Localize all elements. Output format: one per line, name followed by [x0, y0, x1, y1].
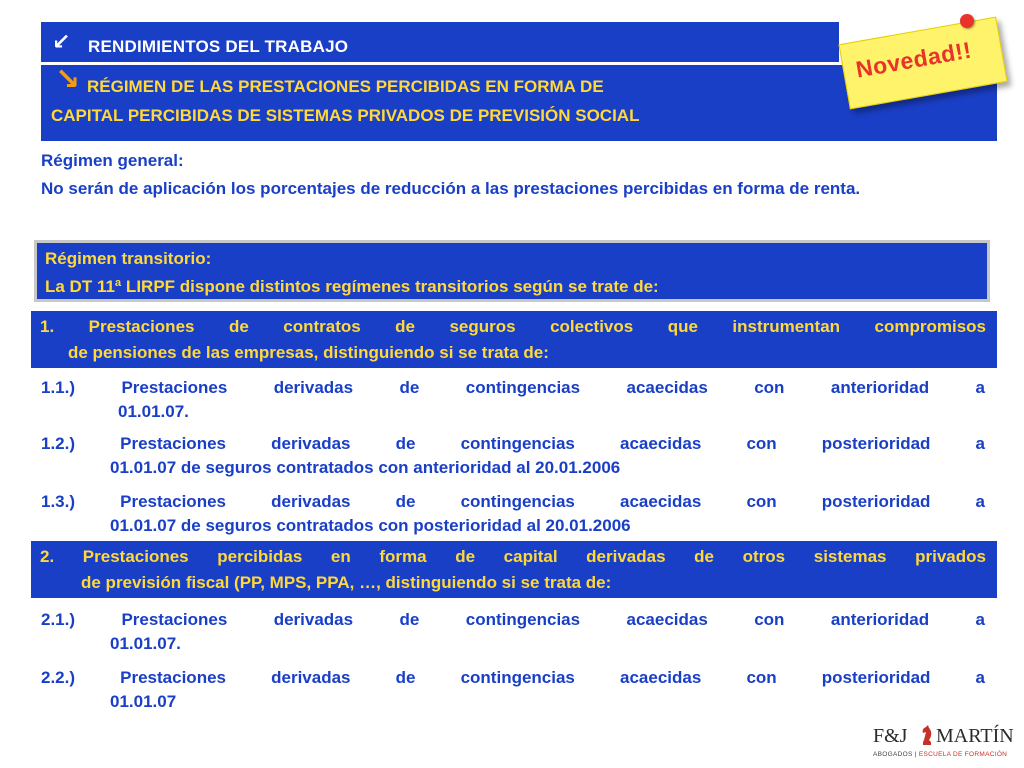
- logo-tag-sep: |: [914, 751, 917, 758]
- title-bar: [41, 22, 839, 62]
- subtitle-line-1: RÉGIMEN DE LAS PRESTACIONES PERCIBIDAS EN FORMA DE: [87, 77, 604, 96]
- item-1-1-line-2: 01.01.07.: [118, 402, 189, 421]
- logo-tagline: [873, 751, 1007, 758]
- item-1-3-line-2: 01.01.07 de seguros contratados con posterioridad al 20.01.2006: [110, 516, 631, 535]
- transitorio-heading: Régimen transitorio:: [45, 249, 212, 268]
- knight-icon: [920, 724, 934, 746]
- transitorio-text: La DT 11ª LIRPF dispone distintos regímenes transitorios según se trate de:: [45, 277, 659, 296]
- item-2-2-line-2: 01.01.07: [110, 692, 177, 711]
- page-title: RENDIMIENTOS DEL TRABAJO: [88, 37, 349, 56]
- list-item-1-3: [41, 490, 985, 538]
- section-2-box: [31, 541, 997, 598]
- company-logo: [870, 722, 1020, 762]
- novedad-text: Novedad!!: [853, 36, 974, 83]
- item-1-1-line-1: 1.1.) Prestaciones derivadas de contingencias acaecidas con anterioridad a: [41, 378, 985, 397]
- logo-tag-left: ABOGADOS: [873, 751, 913, 758]
- list-item-1-2: [41, 432, 985, 480]
- pin-icon: [960, 14, 974, 28]
- section-2-line-1: 2. Prestaciones percibidas en forma de capital derivadas de otros sistemas privados: [40, 547, 986, 566]
- logo-left-text: F&J: [873, 725, 908, 747]
- arrow-down-right-icon: ↘: [55, 63, 81, 96]
- item-1-2-line-1: 1.2.) Prestaciones derivadas de contingencias acaecidas con posterioridad a: [41, 434, 985, 453]
- section-2-line-2: de previsión fiscal (PP, MPS, PPA, …, distinguiendo si se trata de:: [81, 573, 612, 592]
- item-2-1-line-1: 2.1.) Prestaciones derivadas de contingencias acaecidas con anterioridad a: [41, 610, 985, 629]
- section-1-line-2: de pensiones de las empresas, distinguiendo si se trata de:: [68, 343, 549, 362]
- item-2-2-line-1: 2.2.) Prestaciones derivadas de contingencias acaecidas con posterioridad a: [41, 668, 985, 687]
- item-2-1-line-2: 01.01.07.: [110, 634, 181, 653]
- section-1-box: [31, 311, 997, 368]
- transitorio-box: [34, 240, 990, 302]
- subtitle-line-2: CAPITAL PERCIBIDAS DE SISTEMAS PRIVADOS DE PREVISIÓN SOCIAL: [51, 106, 640, 125]
- section-1-line-1: 1. Prestaciones de contratos de seguros colectivos que instrumentan compromisos: [40, 317, 986, 336]
- general-heading: Régimen general:: [41, 151, 184, 170]
- item-1-2-line-2: 01.01.07 de seguros contratados con anterioridad al 20.01.2006: [110, 458, 621, 477]
- item-1-3-line-1: 1.3.) Prestaciones derivadas de contingencias acaecidas con posterioridad a: [41, 492, 985, 511]
- logo-tag-right: ESCUELA DE FORMACIÓN: [918, 751, 1008, 758]
- general-text: No serán de aplicación los porcentajes de reducción a las prestaciones percibidas en forma de renta.: [41, 179, 861, 198]
- list-item-1-1: [41, 376, 985, 424]
- logo-right-text: MARTÍN: [936, 725, 1014, 747]
- list-item-2-1: [41, 608, 985, 656]
- arrow-down-left-icon: ↙: [52, 29, 71, 54]
- list-item-2-2: [41, 666, 985, 714]
